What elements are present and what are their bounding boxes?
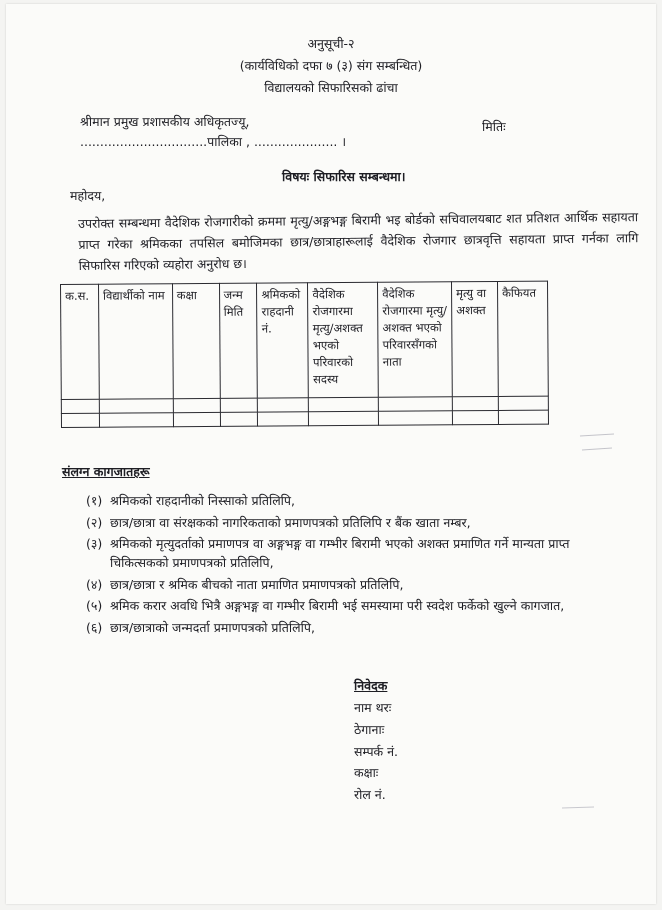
item-text: श्रमिकको मृत्युदर्ताको प्रमाणपत्र वा अङ्गभङ्ग वा गम्भीर बिरामी भएको अशक्त प्रमाणित गर्ने मान्यता प्राप्त (110, 536, 570, 551)
applicant-title: निवेदक (354, 678, 388, 693)
item-text: श्रमिक करार अवधि भित्रै अङ्गभङ्ग वा गम्भीर बिरामी भई समस्यामा परी स्वदेश फर्केको खुल्ने कागजात, (110, 598, 565, 613)
applicant-class-label: कक्षाः (354, 765, 379, 780)
applicant-contact-label: सम्पर्क नं. (354, 744, 399, 759)
list-item (86, 513, 626, 532)
col-serial: क.स. (61, 284, 100, 399)
item-text: छात्र/छात्रा वा संरक्षकको नागरिकताको प्रमाणपत्रको प्रतिलिपि र बैंक खाता नम्बर, (110, 514, 471, 530)
date-label: मितिः (482, 119, 506, 134)
item-number: (२) (86, 514, 103, 530)
item-number: (६) (86, 619, 103, 635)
subject-line: विषयः सिफारिस सम्बन्धमा। (282, 169, 406, 184)
table-header-row (61, 281, 549, 399)
item-number: (५) (86, 598, 103, 613)
attachments-title: संलग्न कागजातहरू (62, 464, 150, 479)
addressee: श्रीमान प्रमुख प्रशासकीय अधिकृतज्यू, (80, 114, 250, 129)
list-item (86, 618, 626, 637)
col-student-name: विद्यार्थीको नाम (98, 284, 173, 400)
student-details-table (60, 281, 549, 428)
request-paragraph: उपरोक्त सम्बन्धमा वैदेशिक रोजगारीको क्रममा मृत्यु/अङ्गभङ्ग बिरामी भइ बोर्डको सचिवालयबाट शत प्रतिशत आर्थिक सहायता प्राप्त गरेका श्रमिकका तपसिल बमोजिमका छात्र/छात्राहारूलाई वैदेशिक रोजगार छात्रवृत्ति सहायता प्राप्त गर्नका लागि सिफारिस गरिएको व्यहोरा अनुरोध छ। (78, 209, 639, 273)
related-clause: (कार्यविधिको दफा ७ (३) संग सम्बन्धित) (239, 58, 423, 73)
col-death-disabled: मृत्यु वा अशक्त (452, 281, 499, 396)
col-remarks: कैफियत (497, 281, 548, 396)
col-relation: वैदेशिक रोजगारमा मृत्यु/अशक्त भएको परिवारसँगको नाता (378, 282, 453, 398)
item-text-continued: चिकित्सकको प्रमाणपत्रको प्रतिलिपि, (110, 555, 274, 570)
item-text: छात्र/छात्रा र श्रमिक बीचको नाता प्रमाणित प्रमाणपत्रको प्रतिलिपि, (110, 576, 404, 592)
bleed-through-mark (578, 428, 618, 465)
applicant-roll-label: रोल नं. (354, 787, 386, 802)
col-class: कक्षा (172, 283, 220, 398)
applicant-address-label: ठेगानाः (354, 722, 385, 737)
list-item (86, 575, 626, 594)
form-title: विद्यालयको सिफारिसको ढांचा (264, 80, 398, 95)
salutation: महोदय, (70, 188, 106, 203)
item-text: श्रमिकको राहदानीको निस्साको प्रतिलिपि, (110, 493, 295, 508)
attachments-list (86, 491, 626, 639)
item-number: (४) (86, 576, 103, 592)
col-birth-date: जन्म मिति (219, 283, 258, 398)
list-item (86, 596, 626, 615)
applicant-name-label: नाम थरः (354, 700, 392, 715)
item-number: (३) (86, 536, 103, 551)
palika-line: ................................पालिका , ..................... । (80, 134, 347, 149)
col-family-member: वैदेशिक रोजगारमा मृत्यु/अशक्त भएको परिवारको सदस्य (308, 282, 379, 397)
schedule-heading: अनुसूची-२ (307, 36, 355, 51)
col-passport-no: श्रमिकको राहदानी नं. (257, 283, 309, 398)
list-item (86, 491, 626, 510)
item-text: छात्र/छात्राको जन्मदर्ता प्रमाणपत्रको प्रतिलिपि, (110, 619, 315, 635)
bleed-through-mark (560, 800, 600, 817)
list-item (86, 534, 626, 572)
table-row (61, 410, 548, 427)
item-number: (१) (86, 493, 103, 508)
